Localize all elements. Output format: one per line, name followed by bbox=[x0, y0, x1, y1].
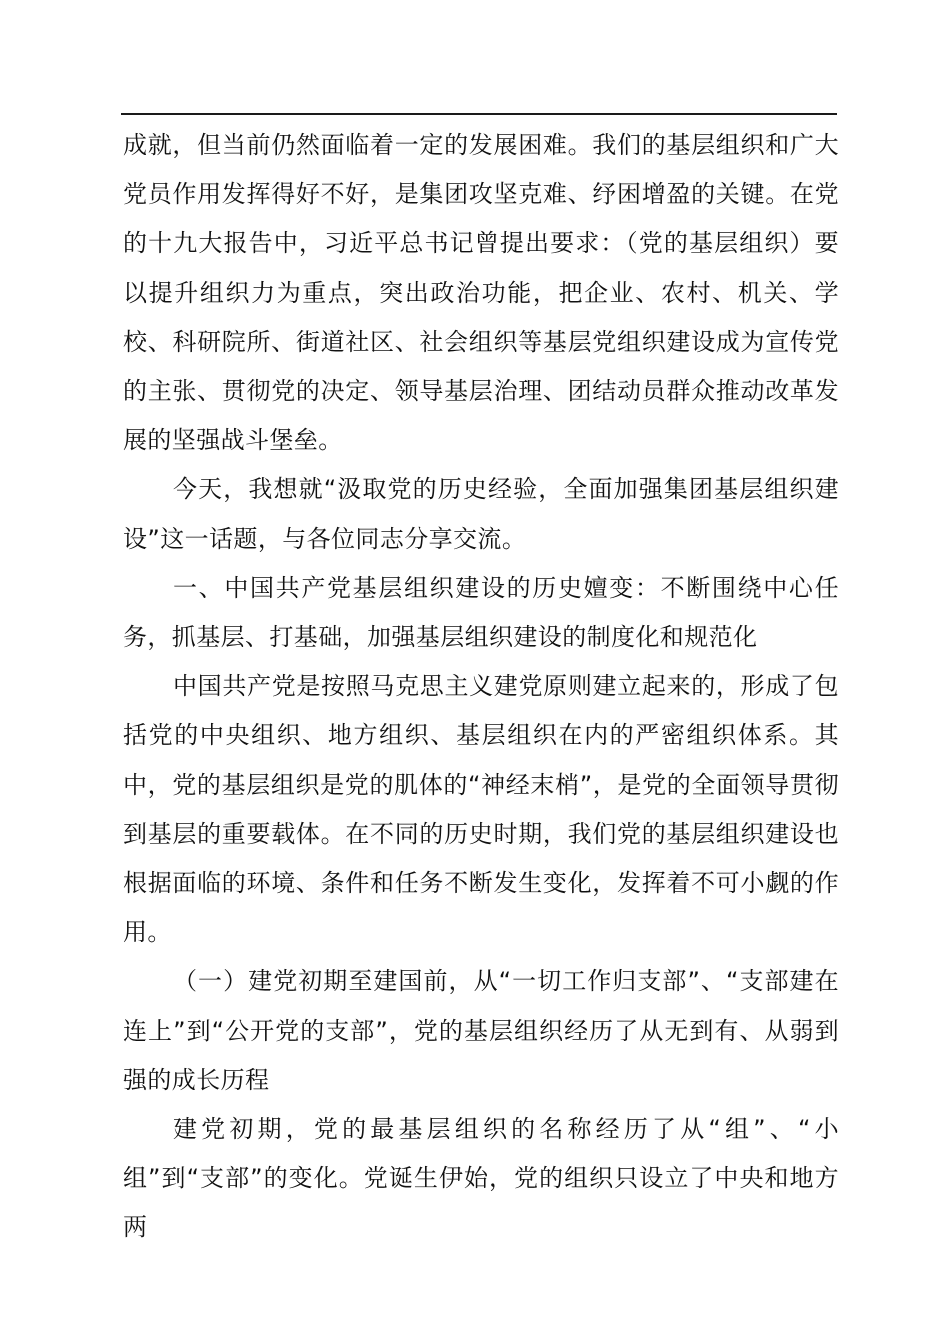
section-heading-1: 一、中国共产党基层组织建设的历史嬗变：不断围绕中心任务，抓基层、打基础，加强基层组织建设的制度化和规范化 bbox=[123, 573, 839, 652]
paragraph-intro-topic: 今天，我想就“汲取党的历史经验，全面加强集团基层组织建设”这一话题，与各位同志分享交流。 bbox=[123, 475, 839, 553]
paragraph-continuation: 成就，但当前仍然面临着一定的发展困难。我们的基层组织和广大党员作用发挥得好不好，是集团攻坚克难、纾困增盈的关键。在党的十九大报告中，习近平总书记曾提出要求：（党的基层组织）要以提升组织力为重点，突出政治功能，把企业、农村、机关、学校、科研院所、街道社区、社会组织等基层党组织建设成为宣传党的主张、贯彻党的决定、领导基层治理、团结动员群众推动改革发展的坚强战斗堡垒。 bbox=[123, 131, 839, 455]
paragraph-early-period: 建党初期，党的最基层组织的名称经历了从“组”、“小组”到“支部”的变化。党诞生伊始，党的组织只设立了中央和地方两 bbox=[123, 1115, 839, 1242]
paragraph-organization-system: 中国共产党是按照马克思主义建党原则建立起来的，形成了包括党的中央组织、地方组织、基层组织在内的严密组织体系。其中，党的基层组织是党的肌体的“神经末梢”，是党的全面领导贯彻到基层的重要载体。在不同的历史时期，我们党的基层组织建设也根据面临的环境、条件和任务不断发生变化，发挥着不可小觑的作用。 bbox=[123, 672, 839, 947]
document-body bbox=[123, 121, 839, 1253]
subsection-heading-1: （一）建党初期至建国前，从“一切工作归支部”、“支部建在连上”到“公开党的支部”，党的基层组织经历了从无到有、从弱到强的成长历程 bbox=[123, 967, 839, 1094]
header-rule bbox=[121, 113, 837, 115]
